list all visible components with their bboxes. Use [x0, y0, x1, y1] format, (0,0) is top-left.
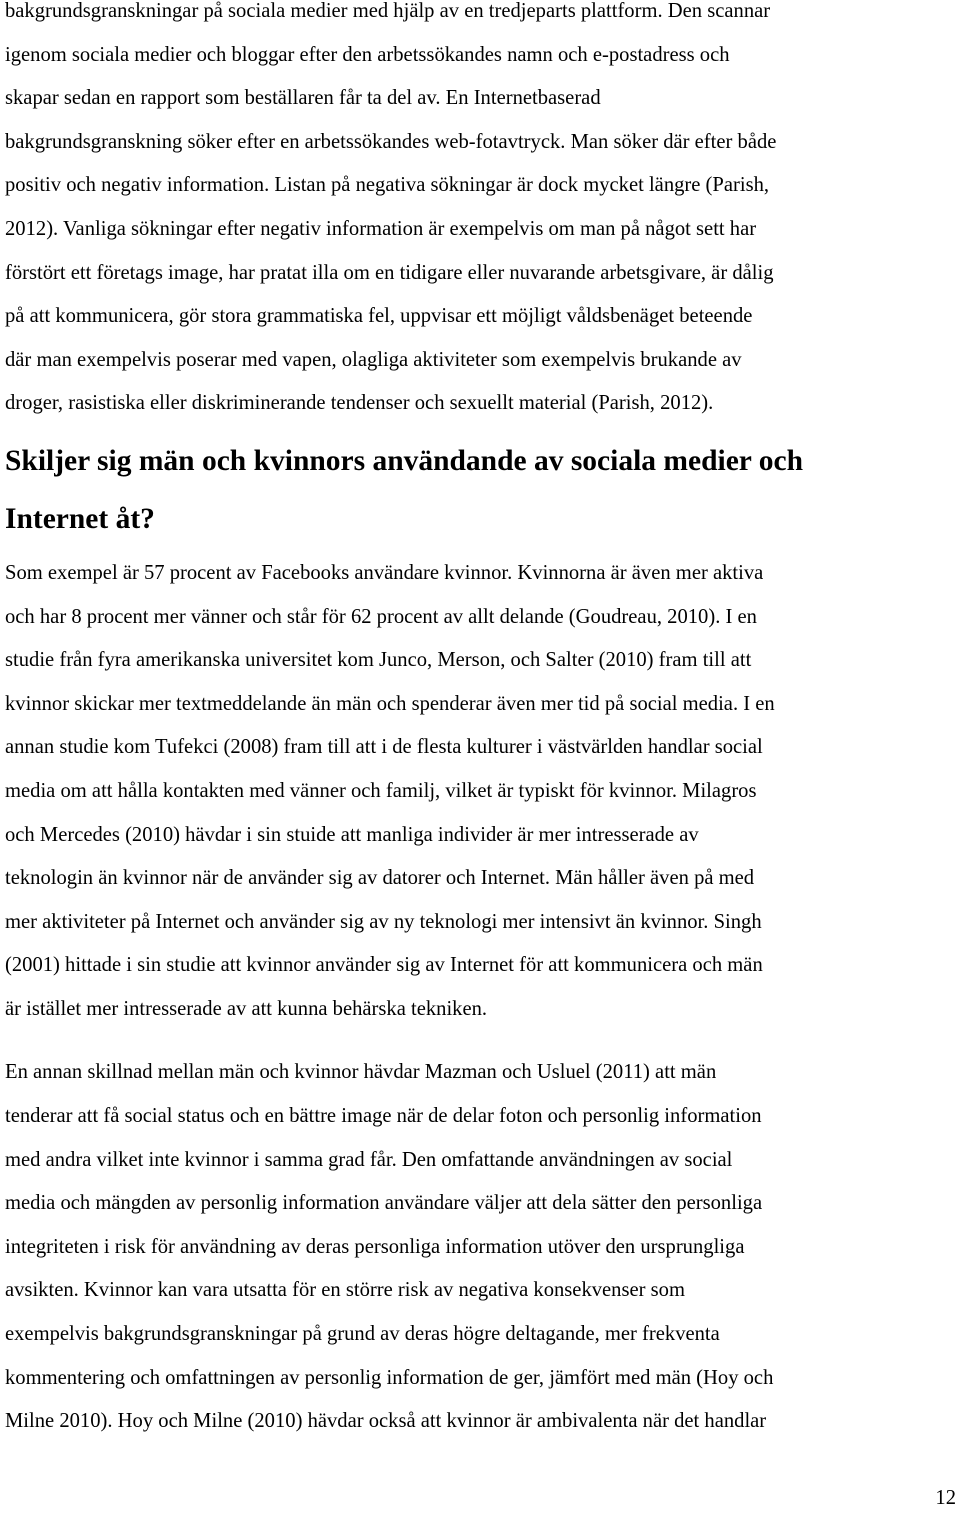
text-line: är istället mer intresserade av att kunna behärska tekniken. — [5, 997, 488, 1020]
text-line: igenom sociala medier och bloggar efter den arbetssökandes namn och e-postadress och — [5, 43, 730, 66]
text-line: skapar sedan en rapport som beställaren får ta del av. En Internetbaserad — [5, 87, 601, 110]
paragraph-gender-differences — [5, 552, 955, 1032]
text-line: droger, rasistiska eller diskriminerande tendenser och sexuellt material (Parish, 2012). — [5, 392, 714, 415]
text-line: Som exempel är 57 procent av Facebooks användare kvinnor. Kvinnorna är även mer aktiva — [5, 561, 764, 584]
document-page — [5, 0, 955, 1444]
text-line: med andra vilket inte kvinnor i samma grad får. Den omfattande användningen av social — [5, 1148, 733, 1171]
text-line: förstört ett företags image, har pratat illa om en tidigare eller nuvarande arbetsgivare, är dålig — [5, 261, 774, 284]
text-line: där man exempelvis poserar med vapen, olagliga aktiviteter som exempelvis brukande av — [5, 348, 742, 371]
text-line: kvinnor skickar mer textmeddelande än män och spenderar även mer tid på social media. I en — [5, 692, 775, 715]
text-line: annan studie kom Tufekci (2008) fram till att i de flesta kulturer i västvärlden handlar social — [5, 736, 763, 759]
page-number: 12 — [935, 1487, 956, 1509]
text-line: och Mercedes (2010) hävdar i sin stuide att manliga individer är mer intresserade av — [5, 823, 699, 846]
text-line: media och mängden av personlig information användare väljer att dela sätter den personliga — [5, 1192, 763, 1215]
text-line: Milne 2010). Hoy och Milne (2010) hävdar också att kvinnor är ambivalenta när det handlar — [5, 1410, 767, 1433]
text-line: avsikten. Kvinnor kan vara utsatta för en större risk av negativa konsekvenser som — [5, 1279, 685, 1302]
text-line: En annan skillnad mellan män och kvinnor hävdar Mazman och Usluel (2011) att män — [5, 1061, 717, 1084]
text-line: kommentering och omfattningen av personlig information de ger, jämfört med män (Hoy och — [5, 1366, 774, 1389]
text-line: media om att hålla kontakten med vänner och familj, vilket är typiskt för kvinnor. Milagros — [5, 779, 757, 802]
text-line: positiv och negativ information. Listan på negativa sökningar är dock mycket längre (Parish, — [5, 174, 770, 197]
paragraph-background-checks — [5, 0, 955, 426]
section-heading — [5, 432, 955, 548]
text-line: mer aktiviteter på Internet och använder sig av ny teknologi mer intensivt än kvinnor. Singh — [5, 910, 762, 933]
text-line: exempelvis bakgrundsgranskningar på grund av deras högre deltagande, mer frekventa — [5, 1323, 720, 1346]
heading-line: Skiljer sig män och kvinnors användande av sociala medier och — [5, 444, 803, 477]
text-line: tenderar att få social status och en bättre image när de delar foton och personlig information — [5, 1105, 762, 1128]
text-line: (2001) hittade i sin studie att kvinnor använder sig av Internet för att kommunicera och män — [5, 954, 763, 977]
text-line: bakgrundsgranskningar på sociala medier med hjälp av en tredjeparts plattform. Den scannar — [5, 0, 771, 22]
text-line: på att kommunicera, gör stora grammatiska fel, uppvisar ett möjligt våldsbenäget beteende — [5, 305, 753, 328]
text-line: teknologin än kvinnor när de använder sig av datorer och Internet. Män håller även på med — [5, 867, 755, 890]
text-line: och har 8 procent mer vänner och står för 62 procent av allt delande (Goudreau, 2010). I en — [5, 605, 757, 628]
paragraph-privacy-risk — [5, 1051, 955, 1443]
text-line: 2012). Vanliga sökningar efter negativ information är exempelvis om man på något sett har — [5, 217, 757, 240]
text-line: integriteten i risk för användning av deras personliga information utöver den ursprungliga — [5, 1235, 745, 1258]
heading-line: Internet åt? — [5, 502, 155, 535]
text-line: studie från fyra amerikanska universitet kom Junco, Merson, och Salter (2010) fram till att — [5, 649, 752, 672]
text-line: bakgrundsgranskning söker efter en arbetssökandes web-fotavtryck. Man söker där efter både — [5, 130, 777, 153]
